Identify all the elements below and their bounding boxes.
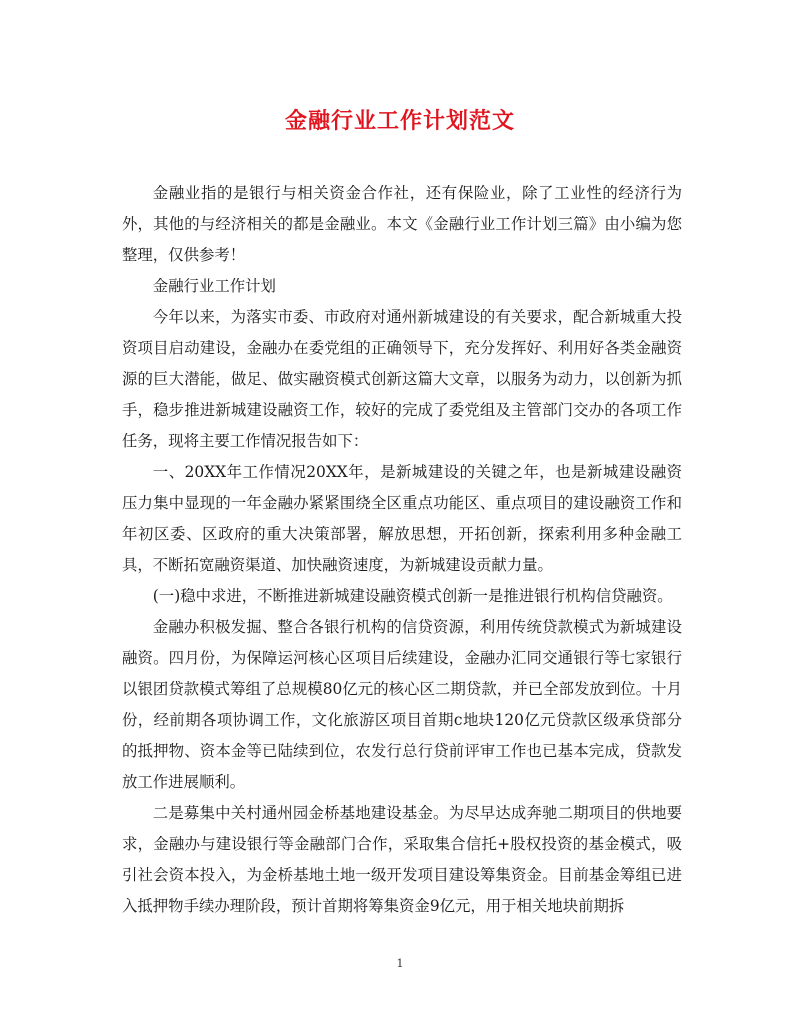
paragraph-subsection-one: (一)稳中求进，不断推进新城建设融资模式创新一是推进银行机构信贷融资。 (152, 587, 673, 605)
paragraph-bank-credit: 金融办积极发掘、整合各银行机构的信贷资源，利用传统贷款模式为新城建设融资。四月份，为保障运河核心区项目后续建设，金融办汇同交通银行等七家银行以银团贷款模式筹组了总规模80亿元的核心区二期贷款，并已全部发放到位。十月份，经前期各项协调工作，文化旅游区项目首期c地块120亿元贷款区级承贷部分的抵押物、资本金等已陆续到位，农发行总行贷前评审工作也已基本完成，贷款发放工作进展顺利。 (122, 618, 682, 791)
paragraph-overview: 今年以来，为落实市委、市政府对通州新城建设的有关要求，配合新城重大投资项目启动建设，金融办在委党组的正确领导下，充分发挥好、利用好各类金融资源的巨大潜能，做足、做实融资模式创新这篇大文章，以服务为动力，以创新为抓手，稳步推进新城建设融资工作，较好的完成了委党组及主管部门交办的各项工作任务，现将主要工作情况报告如下： (122, 308, 682, 450)
paragraph-subheading: 金融行业工作计划 (152, 277, 276, 295)
page-number: 1 (396, 957, 404, 970)
document-body (122, 178, 682, 922)
document-title: 金融行业工作计划范文 (284, 108, 515, 134)
paragraph-section-one: 一、20XX年工作情况20XX年，是新城建设的关键之年，也是新城建设融资压力集中显现的一年金融办紧紧围绕全区重点功能区、重点项目的建设融资工作和年初区委、区政府的重大决策部署，解放思想，开拓创新，探索利用多种金融工具，不断拓宽融资渠道、加快融资速度，为新城建设贡献力量。 (122, 463, 682, 574)
paragraph-intro: 金融业指的是银行与相关资金合作社，还有保险业，除了工业性的经济行为外，其他的与经济相关的都是金融业。本文《金融行业工作计划三篇》由小编为您整理，仅供参考！ (122, 184, 682, 264)
paragraph-fund: 二是募集中关村通州园金桥基地建设基金。为尽早达成奔驰二期项目的供地要求，金融办与建设银行等金融部门合作，采取集合信托+股权投资的基金模式，吸引社会资本投入，为金桥基地土地一级开发项目建设筹集资金。目前基金筹组已进入抵押物手续办理阶段，预计首期将筹集资金9亿元，用于相关地块前期拆 (122, 804, 682, 915)
